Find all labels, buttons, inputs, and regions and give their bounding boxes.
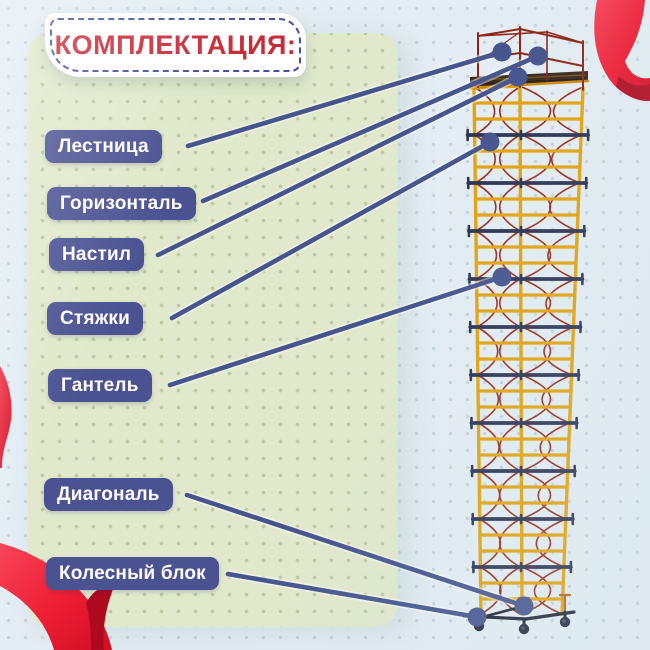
title-badge xyxy=(45,13,306,77)
ribbon-top-right xyxy=(594,0,650,101)
page-title: КОМПЛЕКТАЦИЯ: xyxy=(54,29,297,60)
ribbon-left-sliver xyxy=(0,366,12,468)
component-label-ladder: Лестница xyxy=(45,130,162,163)
component-label-deck: Настил xyxy=(49,238,144,271)
component-label-horizontal: Горизонталь xyxy=(47,187,196,220)
component-label-ties: Стяжки xyxy=(47,302,143,335)
component-label-wheel-block: Колесный блок xyxy=(46,557,219,590)
component-label-diagonal: Диагональ xyxy=(44,478,173,511)
component-label-dumbbell: Гантель xyxy=(48,369,152,402)
